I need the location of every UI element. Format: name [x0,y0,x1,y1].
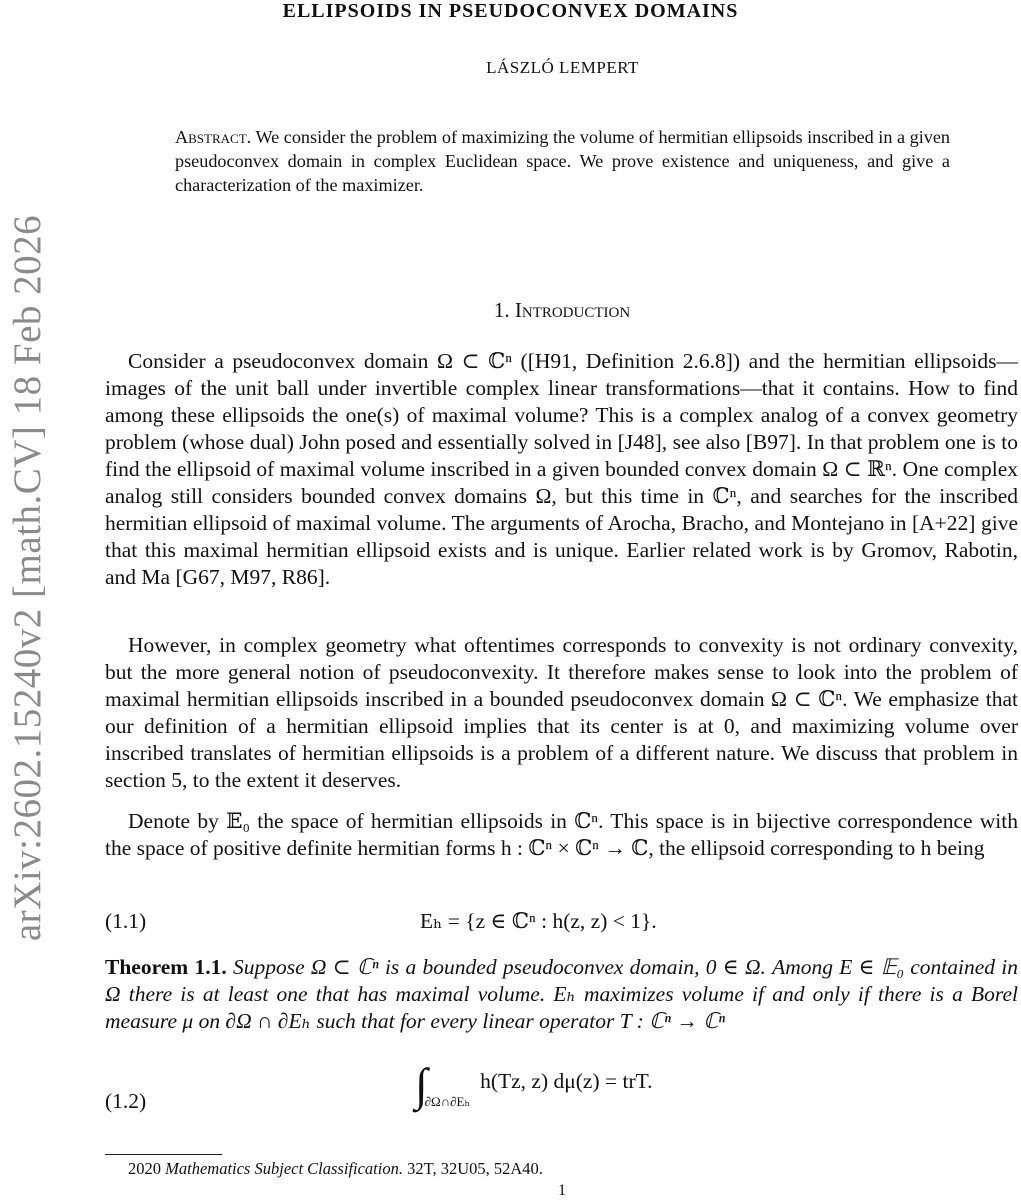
equation-1-2 [105,1059,1018,1138]
equation-number: (1.1) [105,909,147,933]
footnote-divider [105,1154,222,1155]
footnote-year: 2020 [128,1159,161,1178]
abstract-text: We consider the problem of maximizing the volume of hermitian ellipsoids inscribed in a given pseudoconvex domain in complex Euclidean space. We prove existence and uniqueness, and give a characterization of the maximizer. [175,127,951,195]
equation-expression: Eₕ = {z ∈ ℂⁿ : h(z, z) < 1}. [420,909,657,933]
paragraph-2 [105,632,1018,794]
page-number: 1 [558,1182,566,1199]
equation-number: (1.2) [105,1089,147,1113]
section-title: Introduction [514,298,631,322]
footnote [105,1158,1021,1180]
paragraph-text: Consider a pseudoconvex domain Ω ⊂ ℂⁿ ([H91, Definition 2.6.8]) and the hermitian ellipsoids—images of the unit ball under invertible complex linear transformations—that it contains. How to find among these ellipsoids the one(s) of maximal volume? This is a complex analog of a convex geometry problem (whose dual) John posed and essentially solved in [J48], see also [B97]. In that problem one is to find the ellipsoid of maximal volume inscribed in a given bounded convex domain Ω ⊂ ℝⁿ. One complex analog still considers bounded convex domains Ω, but this time in ℂⁿ, and searches for the inscribed hermitian ellipsoid of maximal volume. The arguments of Arocha, Bracho, and Montejano in [A+22] give that this maximal hermitian ellipsoid exists and is unique. Earlier related work is by Gromov, Rabotin, and Ma [G67, M97, R86]. [105,349,1018,589]
integral-domain: ∂Ω∩∂Eₕ [424,1094,471,1109]
paper-title: ELLIPSOIDS IN PSEUDOCONVEX DOMAINS [282,0,739,22]
integral-sign: ∫ [415,1059,428,1110]
abstract-label: Abstract. [175,127,252,147]
equation-expression [415,1059,653,1110]
author-name: LÁSZLÓ LEMPERT [486,58,639,77]
theorem-label: Theorem 1.1. [105,955,227,979]
abstract [175,125,950,197]
footnote-label: Mathematics Subject Classification. [165,1159,403,1178]
arxiv-identifier-stamp[interactable]: arXiv:2602.15240v2 [math.CV] 18 Feb 2026 [6,214,49,942]
integrand: h(Tz, z) dμ(z) = trT. [480,1069,653,1093]
section-heading [0,298,1021,323]
footnote-codes: 32T, 32U05, 52A40. [407,1159,543,1178]
paragraph-text: Denote by 𝔼₀ the space of hermitian ellipsoids in ℂⁿ. This space is in bijective correspondence with the space of positive definite hermitian forms h : ℂⁿ × ℂⁿ → ℂ, the ellipsoid corresponding to h being [105,809,1018,860]
section-number: 1. [493,298,510,322]
theorem-text: Suppose Ω ⊂ ℂⁿ is a bounded pseudoconvex domain, 0 ∈ Ω. Among E ∈ 𝔼₀ contained in Ω there is at least one that has maximal volume. Eₕ maximizes volume if and only if there is a Borel measure μ on ∂Ω ∩ ∂Eₕ such that for every linear operator T : ℂⁿ → ℂⁿ [105,955,1018,1033]
theorem-1-1 [105,954,1018,1035]
paragraph-1 [105,348,1018,591]
paragraph-3 [105,808,1018,862]
paragraph-text: However, in complex geometry what oftentimes corresponds to convexity is not ordinary convexity, but the more general notion of pseudoconvexity. It therefore makes sense to look into the problem of maximal hermitian ellipsoids inscribed in a bounded pseudoconvex domain Ω ⊂ ℂⁿ. We emphasize that our definition of a hermitian ellipsoid implies that its center is at 0, and maximizing volume over inscribed translates of hermitian ellipsoids is a problem of a different nature. We discuss that problem in section 5, to the extent it deserves. [105,633,1018,792]
